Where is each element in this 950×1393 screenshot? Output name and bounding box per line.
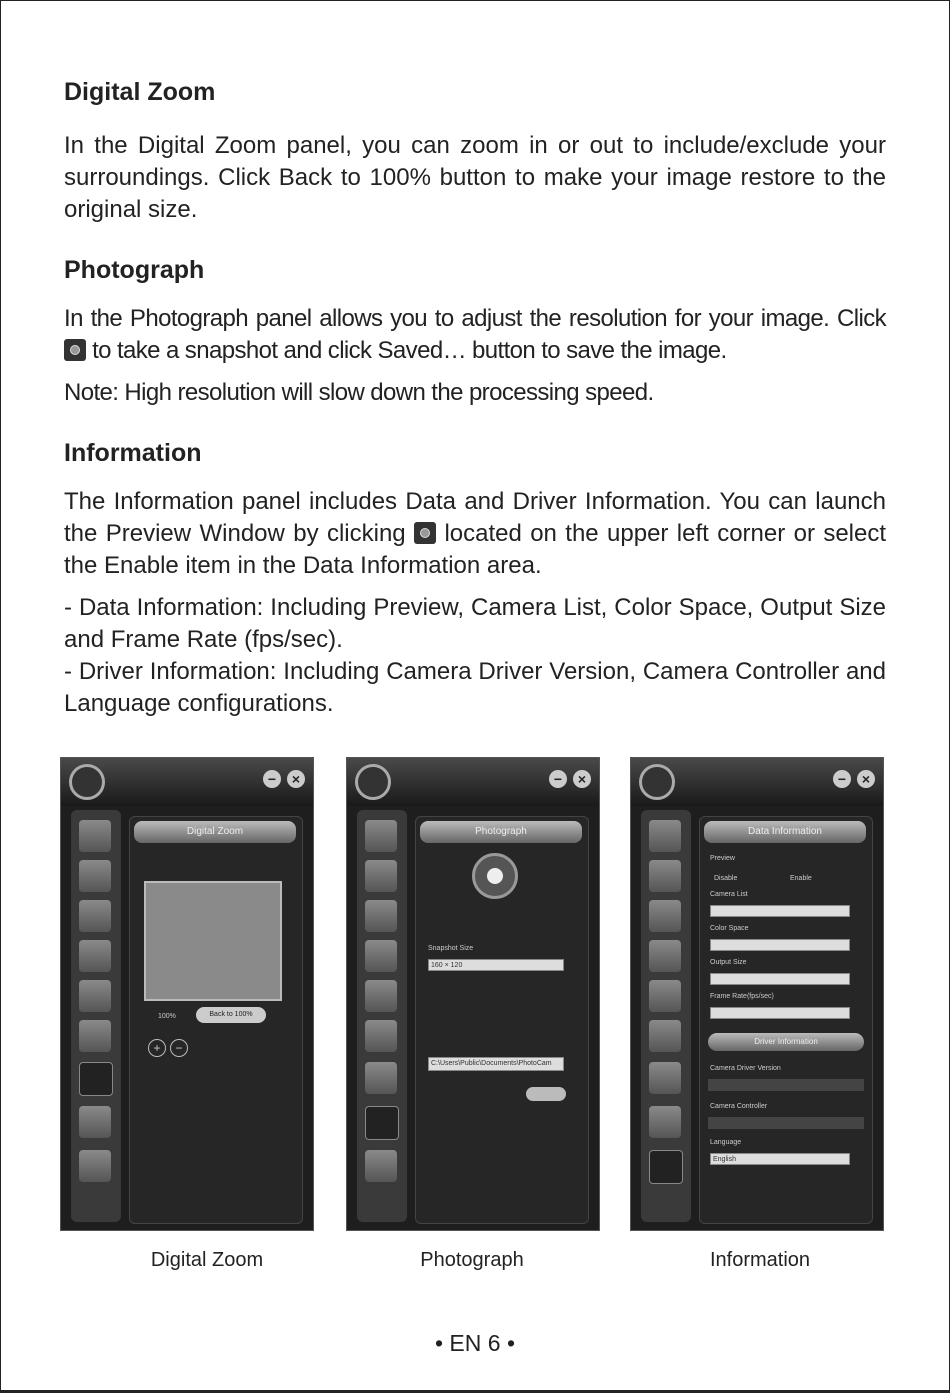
minimize-icon[interactable]: − [549, 770, 567, 788]
sidebar-tab-icon[interactable] [365, 940, 397, 972]
close-icon[interactable]: × [573, 770, 591, 788]
snapshot-size-select[interactable]: 160 × 120 [428, 959, 564, 971]
zoom-tab-icon[interactable] [79, 1062, 113, 1096]
information-text-b: located on the upper left corner or select the Enable item in the Data Information area. [64, 520, 887, 579]
sidebar-tab-icon[interactable] [649, 940, 681, 972]
digital-zoom-screenshot [60, 757, 314, 1231]
camera-list-select[interactable] [710, 905, 850, 917]
sidebar-tab-icon[interactable] [365, 1020, 397, 1052]
sidebar-tab-icon[interactable] [79, 1020, 111, 1052]
color-space-label: Color Space [710, 925, 749, 932]
sidebar [641, 810, 691, 1222]
page-number: • EN 6 • [434, 1330, 516, 1356]
sidebar-tab-icon[interactable] [365, 1150, 397, 1182]
app-logo-icon [355, 764, 391, 800]
sidebar-tab-icon[interactable] [649, 980, 681, 1012]
driver-information-bullet: - Driver Information: Including Camera Driver Version, Camera Controller and Language configurations. [64, 658, 886, 717]
photograph-paragraph [64, 303, 886, 367]
close-icon[interactable]: × [287, 770, 305, 788]
snapshot-size-label: Snapshot Size [428, 945, 474, 952]
driver-information-button[interactable]: Driver Information [708, 1033, 864, 1051]
zoom-panel [129, 816, 303, 1224]
preview-label: Preview [710, 855, 735, 862]
caption-digital-zoom: Digital Zoom [150, 1249, 264, 1271]
sidebar-tab-icon[interactable] [365, 860, 397, 892]
minimize-icon[interactable]: − [263, 770, 281, 788]
heading-digital-zoom: Digital Zoom [64, 78, 216, 106]
sidebar [357, 810, 407, 1222]
zoom-in-button[interactable]: + [148, 1039, 166, 1057]
sidebar-tab-icon[interactable] [79, 860, 111, 892]
sidebar-tab-icon[interactable] [365, 980, 397, 1012]
zoom-percent: 100% [158, 1013, 176, 1020]
snapshot-button[interactable] [472, 853, 518, 899]
controller-value [708, 1117, 864, 1129]
driver-version-label: Camera Driver Version [710, 1065, 781, 1072]
digital-zoom-paragraph: In the Digital Zoom panel, you can zoom in or out to include/exclude your surroundings. Click Back to 100% button to make your image restore to the original size. [64, 132, 886, 223]
photo-panel [415, 816, 589, 1224]
camera-icon [64, 339, 86, 361]
app-logo-icon [69, 764, 105, 800]
output-size-select[interactable] [710, 973, 850, 985]
sidebar-tab-icon[interactable] [365, 900, 397, 932]
controller-label: Camera Controller [710, 1103, 768, 1110]
app-logo-icon [639, 764, 675, 800]
manual-text [64, 78, 886, 720]
close-icon[interactable]: × [857, 770, 875, 788]
panel-title: Data Information [704, 821, 866, 843]
sidebar-tab-icon[interactable] [365, 1062, 397, 1094]
caption-information: Information [709, 1249, 811, 1271]
zoom-out-button[interactable]: − [170, 1039, 188, 1057]
sidebar-tab-icon[interactable] [79, 940, 111, 972]
color-space-select[interactable] [710, 939, 850, 951]
disable-radio[interactable]: Disable [714, 875, 738, 882]
data-information-bullet: - Data Information: Including Preview, Camera List, Color Space, Output Size and Frame Rate (fps/sec). [64, 594, 886, 653]
sidebar-tab-icon[interactable] [79, 900, 111, 932]
preview-icon [414, 522, 436, 544]
camera-icon [487, 868, 503, 884]
heading-information: Information [64, 439, 202, 467]
sidebar-tab-icon[interactable] [649, 860, 681, 892]
photograph-text-b: to take a snapshot and click Saved… button to save the image. [92, 337, 727, 364]
language-select[interactable]: English [710, 1153, 850, 1165]
information-paragraph [64, 486, 886, 582]
sidebar-tab-icon[interactable] [649, 900, 681, 932]
photograph-note: Note: High resolution will slow down the processing speed. [64, 379, 654, 406]
sidebar-tab-icon[interactable] [79, 820, 111, 852]
information-text-a: The Information panel includes Data and Driver Information. You can launch the Preview Window by clicking [64, 488, 886, 547]
camera-list-label: Camera List [710, 891, 748, 898]
sidebar-tab-icon[interactable] [649, 1020, 681, 1052]
frame-rate-label: Frame Rate(fps/sec) [710, 993, 774, 1000]
sidebar [71, 810, 121, 1222]
sidebar-tab-icon[interactable] [79, 1106, 111, 1138]
heading-photograph: Photograph [64, 256, 205, 284]
sidebar-tab-icon[interactable] [79, 980, 111, 1012]
enable-radio[interactable]: Enable [790, 875, 812, 882]
info-tab-icon[interactable] [649, 1150, 683, 1184]
panel-title: Digital Zoom [134, 821, 296, 843]
language-label: Language [710, 1139, 742, 1146]
zoom-preview [144, 881, 282, 1001]
photograph-text-a: In the Photograph panel allows you to adjust the resolution for your image. Click [64, 305, 886, 332]
sidebar-tab-icon[interactable] [649, 1106, 681, 1138]
output-size-label: Output Size [710, 959, 747, 966]
back-to-100-button[interactable]: Back to 100% [196, 1007, 266, 1023]
sidebar-tab-icon[interactable] [79, 1150, 111, 1182]
save-path-field[interactable]: C:\Users\Public\Documents\PhotoCam [428, 1057, 564, 1071]
driver-version-value [708, 1079, 864, 1091]
panel-title: Photograph [420, 821, 582, 843]
info-panel [699, 816, 873, 1224]
photograph-screenshot [346, 757, 600, 1231]
sidebar-tab-icon[interactable] [649, 820, 681, 852]
minimize-icon[interactable]: − [833, 770, 851, 788]
sidebar-tab-icon[interactable] [649, 1062, 681, 1094]
caption-photograph: Photograph [420, 1249, 524, 1271]
information-screenshot [630, 757, 884, 1231]
sidebar-tab-icon[interactable] [365, 820, 397, 852]
photo-tab-icon[interactable] [365, 1106, 399, 1140]
saved-button[interactable] [526, 1087, 566, 1101]
frame-rate-select[interactable] [710, 1007, 850, 1019]
